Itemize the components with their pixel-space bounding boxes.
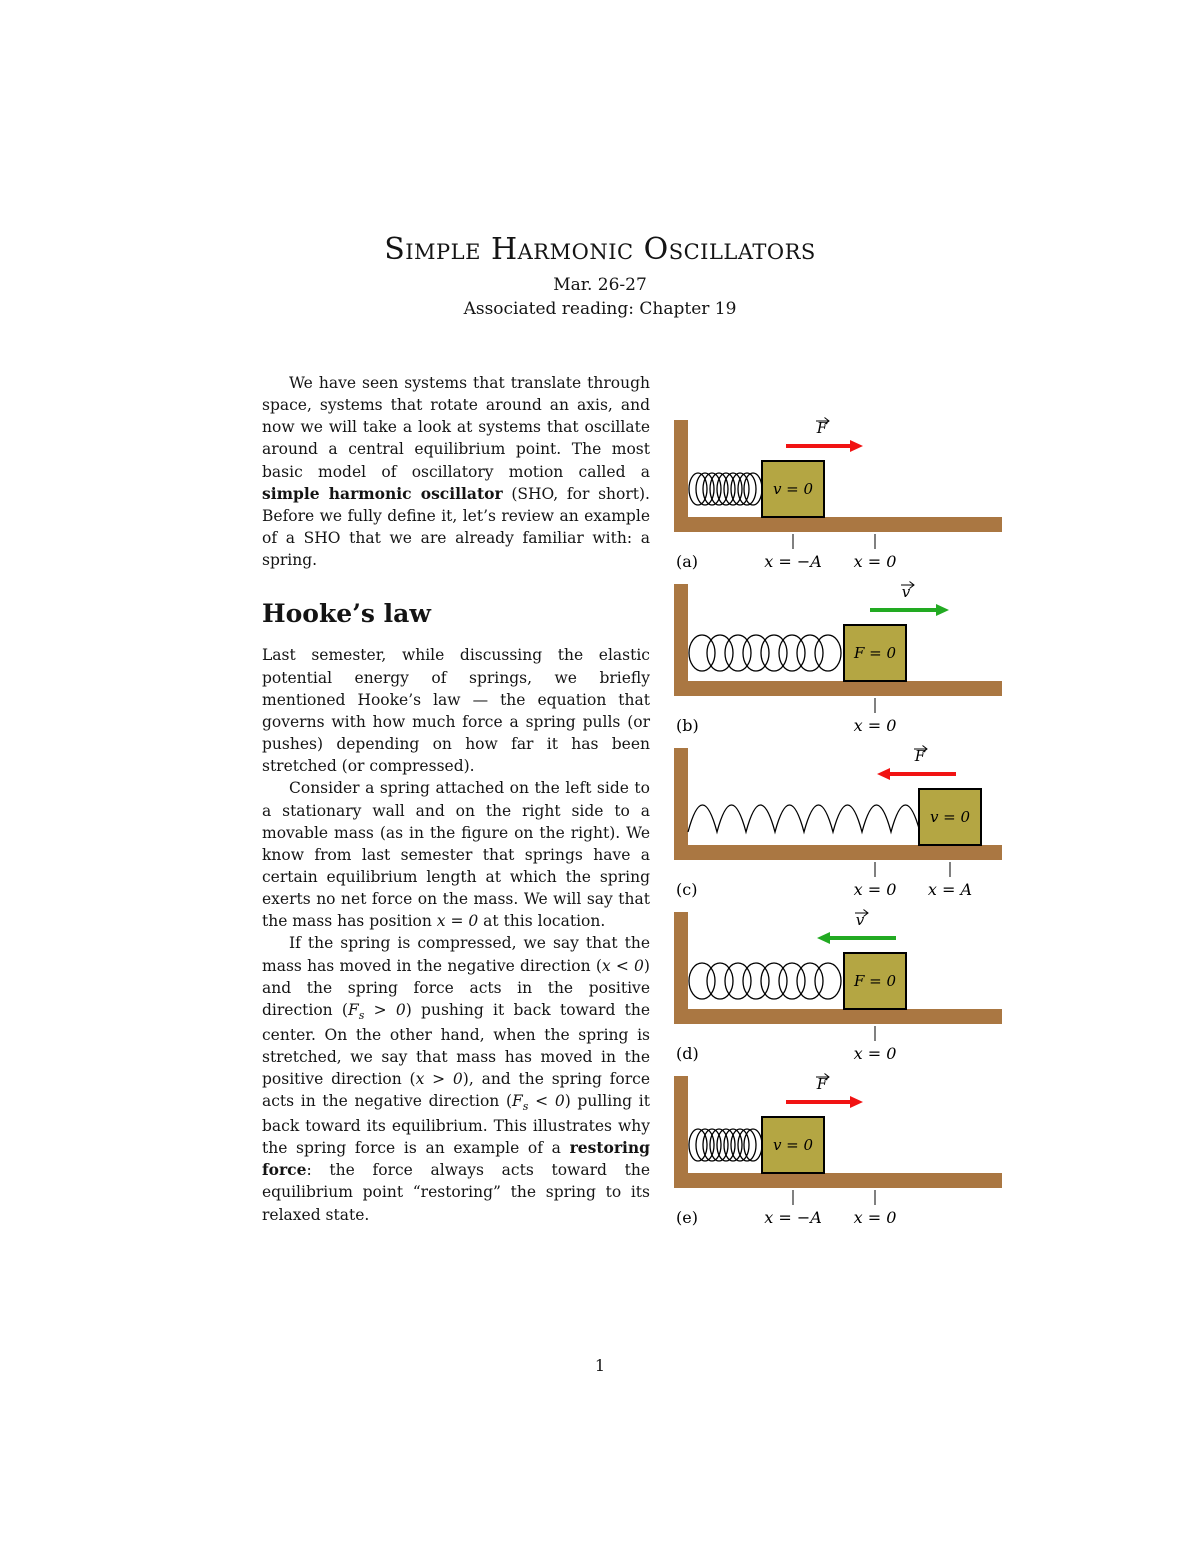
floor — [674, 1173, 1002, 1188]
block-label: v = 0 — [772, 480, 814, 498]
intro-paragraph — [262, 372, 650, 571]
force-arrow-right-icon — [786, 418, 863, 453]
math-x-less-0: x < 0 — [601, 956, 644, 975]
hooke-p3-text-1: If the spring is compressed, we say that the mass has moved in the negative direction ( — [262, 934, 650, 975]
math-x-greater-0: x > 0 — [415, 1070, 463, 1089]
wall — [674, 748, 688, 860]
block-label: F = 0 — [853, 972, 897, 990]
spring-stretched-icon — [688, 805, 920, 832]
figure-e — [674, 1072, 1002, 1234]
subfigure-label: (c) — [676, 880, 698, 899]
axis-label-zero: x = 0 — [853, 880, 897, 899]
subfigure-label: (d) — [676, 1044, 699, 1063]
axis-label-minus-A: x = −A — [764, 552, 822, 571]
force-vector-label: F — [816, 419, 828, 437]
figure-a — [674, 416, 1002, 578]
floor — [674, 681, 1002, 696]
hooke-bold-restoring-force: restoring force — [262, 1138, 650, 1180]
mass-block — [844, 953, 906, 1009]
math-F2-sub-s: s — [522, 1100, 529, 1114]
section-heading-hookes-law: Hooke’s law — [262, 599, 431, 629]
math-x-equals-0: x = 0 — [436, 912, 479, 931]
intro-bold-sho: simple harmonic oscillator — [262, 483, 503, 503]
spring-compressed-icon — [689, 1129, 762, 1161]
axis-label-zero: x = 0 — [853, 1208, 897, 1227]
force-vector-label: F — [816, 1075, 828, 1093]
page-footer — [0, 1356, 1200, 1375]
block-label: F = 0 — [853, 644, 897, 662]
figure-c — [674, 744, 1002, 906]
block-label: v = 0 — [772, 1136, 814, 1154]
figure-b-canvas — [674, 580, 1002, 738]
page-number: 1 — [594, 1356, 606, 1375]
floor — [674, 517, 1002, 532]
two-column-layout — [262, 372, 1002, 1236]
hooke-p3-text-6: : the force always acts toward the equilibrium point “restoring” the spring to its relaxed state. — [262, 1161, 650, 1224]
mass-block — [762, 1117, 824, 1173]
intro-text-1: We have seen systems that translate through space, systems that rotate around an axis, and now we will take a look at systems that oscillate around a central equilibrium point. The most basic model of oscillatory motion called a — [262, 374, 650, 481]
floor — [674, 1009, 1002, 1024]
axis-ticks — [875, 862, 950, 877]
axis-ticks — [793, 534, 875, 549]
figure-a-canvas — [674, 416, 1002, 574]
hooke-p3-text-3: ) pushing it back toward the center. On the other hand, when the spring is stretched, we say that mass has moved in the positive direction ( — [262, 1000, 651, 1089]
math-less-0: < 0 — [528, 1092, 565, 1111]
axis-label-zero: x = 0 — [853, 552, 897, 571]
hooke-paragraph-2 — [262, 777, 650, 932]
axis-ticks — [793, 1190, 875, 1205]
force-vector-label: F — [914, 747, 926, 765]
hooke-p2-text-1: Consider a spring attached on the left side to a stationary wall and on the right side to a movable mass (as in the figure on the right). We know from last semester that springs have a certain equilibrium length at which the spring exerts no net force on the mass. We will say that the mass has position — [262, 779, 650, 931]
mass-block — [919, 789, 981, 845]
figure-c-canvas — [674, 744, 1002, 902]
figure-b — [674, 580, 1002, 742]
floor — [674, 845, 1002, 860]
velocity-vector-label: v — [855, 911, 865, 929]
spring-compressed-icon — [689, 473, 762, 505]
wall — [674, 584, 688, 696]
hooke-paragraph-1: Last semester, while discussing the elastic potential energy of springs, we briefly mentioned Hooke’s law — the equation that governs with how much force a spring pulls (or pushes) depending on how far it has been stretched (or compressed). — [262, 646, 650, 776]
figure-d-canvas — [674, 908, 1002, 1066]
hooke-p3-text-5: ) pulling it back toward its equilibrium. This illustrates why the spring force is an example of a — [262, 1092, 650, 1158]
figure-d — [674, 908, 1002, 1070]
mass-block — [762, 461, 824, 517]
figure-e-canvas — [674, 1072, 1002, 1230]
spring-natural-icon — [689, 635, 841, 671]
math-F2: F — [512, 1092, 523, 1111]
velocity-arrow-right-icon — [870, 582, 949, 617]
intro-text-2: (SHO, for short). Before we fully define it, let’s review an example of a SHO that we are already familiar with: a spring. — [262, 484, 650, 570]
math-greater-0: > 0 — [364, 1000, 406, 1019]
figure-column — [674, 416, 1002, 1236]
wall — [674, 912, 688, 1024]
math-F-sub-s: s — [358, 1009, 365, 1022]
velocity-arrow-left-icon — [817, 910, 896, 945]
velocity-vector-label: v — [901, 583, 911, 601]
force-arrow-right-icon — [786, 1074, 863, 1109]
wall — [674, 420, 688, 532]
hooke-p2-text-2: at this location. — [478, 912, 606, 931]
block-label: v = 0 — [929, 808, 971, 826]
spring-natural-icon — [689, 963, 841, 999]
axis-label-zero: x = 0 — [853, 716, 897, 735]
hooke-p3-text-2: ) and the spring force acts in the positive direction ( — [262, 956, 650, 1019]
axis-label-minus-A: x = −A — [764, 1208, 822, 1227]
hooke-paragraph-3 — [262, 932, 650, 1225]
doc-header — [0, 232, 1200, 319]
hooke-p3-text-4: ), and the spring force acts in the negative direction ( — [262, 1070, 650, 1111]
text-column — [262, 372, 650, 1236]
wall — [674, 1076, 688, 1188]
axis-label-zero: x = 0 — [853, 1044, 897, 1063]
axis-label-A: x = A — [927, 880, 973, 899]
doc-title: Simple Harmonic Oscillators — [384, 232, 816, 267]
doc-reading: Associated reading: Chapter 19 — [463, 299, 737, 319]
math-F: F — [347, 1000, 359, 1019]
mass-block — [844, 625, 906, 681]
doc-date: Mar. 26-27 — [553, 275, 647, 295]
subfigure-label: (e) — [676, 1208, 698, 1227]
force-arrow-left-icon — [877, 746, 956, 781]
subfigure-label: (b) — [676, 716, 699, 735]
subfigure-label: (a) — [676, 552, 699, 571]
